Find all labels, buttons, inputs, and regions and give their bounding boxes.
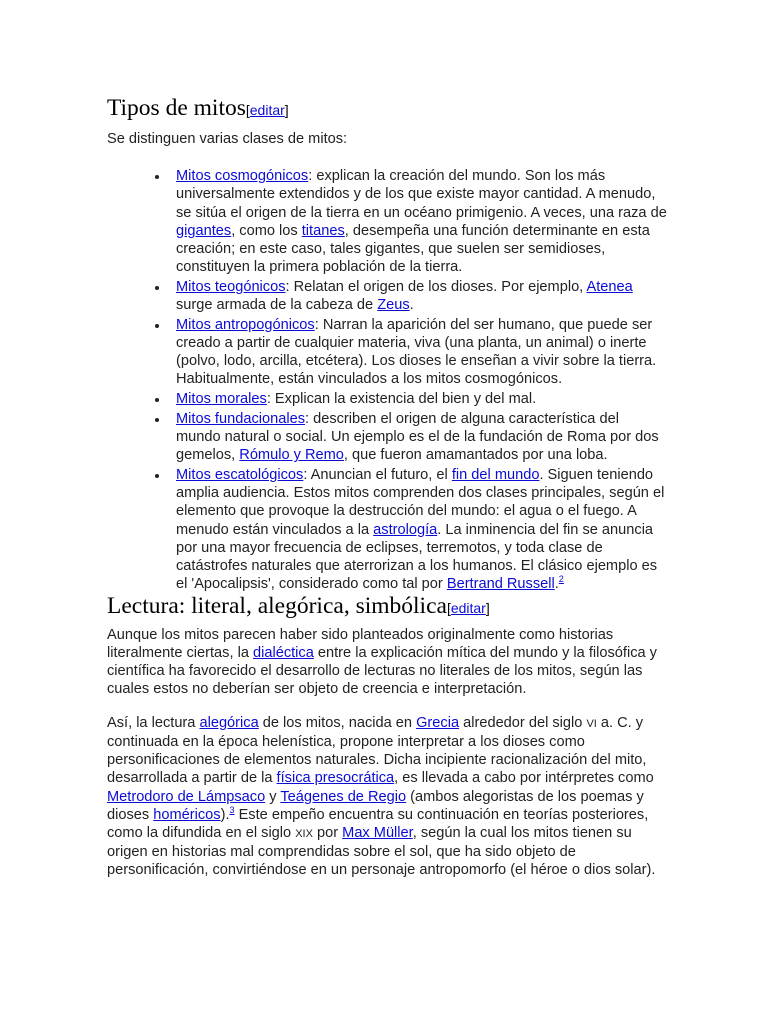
text: alrededor del siglo <box>459 714 587 731</box>
text: Así, la lectura <box>107 714 200 731</box>
link-grecia[interactable]: Grecia <box>416 714 460 731</box>
link-zeus[interactable]: Zeus <box>377 297 410 314</box>
text: . <box>554 576 559 593</box>
text: : Anuncian el futuro, el <box>303 466 452 483</box>
text: entre la explicación mítica del mundo y la filosófica y científica ha favorecido el desarrollo de lecturas no literales de los mitos, según las cuales estos no deberían ser objeto de creencia e interpretación. <box>107 645 657 698</box>
link-romulo-y-remo[interactable]: Rómulo y Remo <box>239 447 344 464</box>
link-alegorica[interactable]: alegórica <box>199 714 259 731</box>
article-body <box>107 0 667 880</box>
footnote-ref-2[interactable]: 2 <box>558 574 564 585</box>
list-item <box>107 278 667 314</box>
edit-link[interactable]: editar <box>450 599 486 616</box>
link-bertrand-russell[interactable]: Bertrand Russell <box>446 576 555 593</box>
text: de los mitos, nacida en <box>258 714 417 731</box>
text: : explican la creación del mundo. Son los más universalmente extendidos y de los que existe mayor cantidad. A menudo, se sitúa el origen de la tierra en un océano primigenio. A veces, una raza de <box>176 168 667 221</box>
text: , es llevada a cabo por intérpretes como <box>394 770 654 787</box>
list-item <box>107 410 667 465</box>
text: , desempeña una función determinante en esta creación; en este caso, tales gigantes, que suelen ser semidioses, constituyen la primera población de la tierra. <box>176 222 650 276</box>
text: Este empeño encuentra su continuación en teorías posteriores, como la difundida en el siglo <box>107 806 649 841</box>
edit-link[interactable]: editar <box>249 102 285 118</box>
link-homericos[interactable]: homéricos <box>153 806 221 823</box>
link-mitos-teogonicos[interactable]: Mitos teogónicos <box>176 278 286 295</box>
link-mitos-cosmogonicos[interactable]: Mitos cosmogónicos <box>176 168 309 185</box>
intro-text: Se distinguen varias clases de mitos: <box>107 131 348 147</box>
paragraph <box>107 626 667 699</box>
link-teagenes-de-regio[interactable]: Teágenes de Regio <box>280 788 407 805</box>
myth-types-list <box>107 167 667 593</box>
text: Aunque los mitos parecen haber sido planteados originalmente como historias literalmente ciertas, la <box>107 626 614 662</box>
paragraph <box>107 714 667 880</box>
text: , que fueron amamantados por una loba. <box>343 447 608 464</box>
list-item <box>107 466 667 593</box>
text: : describen el origen de alguna característica del mundo natural o social. Un ejemplo es el de la fundación de Roma por dos gemelos, <box>176 410 659 464</box>
link-dialectica[interactable]: dialéctica <box>253 645 314 662</box>
link-gigantes[interactable]: gigantes <box>176 222 232 239</box>
link-mitos-escatologicos[interactable]: Mitos escatológicos <box>176 466 304 483</box>
section-heading-tipos <box>107 93 667 125</box>
text: a. C. y continuada en la época helenística, propone interpretar a los dioses como personificaciones de elementos naturales. Dicha incipiente racionalización del mito, desarrollada a partir de la <box>107 714 647 787</box>
century-numeral: VI <box>586 717 597 730</box>
link-titanes[interactable]: titanes <box>301 222 345 239</box>
text: . La inminencia del fin se anuncia por una mayor frecuencia de eclipses, terremotos, y toda clase de catástrofes naturales que aterrorizan a los humanos. El clásico ejemplo es el 'Apocalipsis', considerado como tal por <box>176 521 658 593</box>
text: , como los <box>231 222 302 239</box>
link-astrologia[interactable]: astrología <box>373 521 438 538</box>
text: y <box>265 788 281 805</box>
link-mitos-antropogonicos[interactable]: Mitos antropogónicos <box>176 316 315 333</box>
edit-link-wrapper: [editar] <box>245 102 289 118</box>
link-atenea[interactable]: Atenea <box>586 278 633 295</box>
century-numeral: XIX <box>295 827 313 840</box>
text: : Relatan el origen de los dioses. Por ejemplo, <box>285 278 587 295</box>
section-title: Tipos de mitos <box>107 95 246 121</box>
link-metrodoro-de-lampsaco[interactable]: Metrodoro de Lámpsaco <box>107 788 266 805</box>
text: por <box>312 824 343 841</box>
text: surge armada de la cabeza de <box>176 297 378 314</box>
link-mitos-fundacionales[interactable]: Mitos fundacionales <box>176 410 305 427</box>
link-max-muller[interactable]: Max Müller <box>342 824 413 841</box>
list-item <box>107 316 667 389</box>
text: . Siguen teniendo amplia audiencia. Estos mitos comprenden dos clases principales, según el elemento que provoque la destrucción del mundo: el agua o el fuego. A menudo están vinculados a la <box>176 466 665 538</box>
section-title: Lectura: literal, alegórica, simbólica <box>107 592 447 619</box>
text: . <box>409 297 414 314</box>
link-fin-del-mundo[interactable]: fin del mundo <box>451 466 540 483</box>
edit-link-wrapper: [editar] <box>446 599 490 616</box>
text: , según la cual los mitos tienen su origen en historias mal comprendidas sobre el sol, que ha sido objeto de personificación, convirtiéndose en un personaje antropomorfo (el héroe o dios solar). <box>107 824 656 879</box>
text: : Explican la existencia del bien y del mal. <box>266 391 537 408</box>
link-mitos-morales[interactable]: Mitos morales <box>176 391 267 408</box>
text: : Narran la aparición del ser humano, que puede ser creado a partir de cualquier materia, viva (una planta, un animal) o inerte (polvo, lodo, arcilla, etcétera). Los dioses le enseñan a vivir sobre la tierra. Habitualmente, están vinculados a los mitos cosmogónicos. <box>176 316 657 388</box>
link-fisica-presocratica[interactable]: física presocrática <box>276 770 395 787</box>
footnote-ref-3[interactable]: 3 <box>229 804 235 815</box>
text: (ambos alegoristas de los poemas y dioses <box>107 788 644 823</box>
list-item <box>107 390 667 408</box>
section-heading-lectura <box>107 591 667 623</box>
list-item <box>107 167 667 276</box>
text: ). <box>220 806 230 823</box>
